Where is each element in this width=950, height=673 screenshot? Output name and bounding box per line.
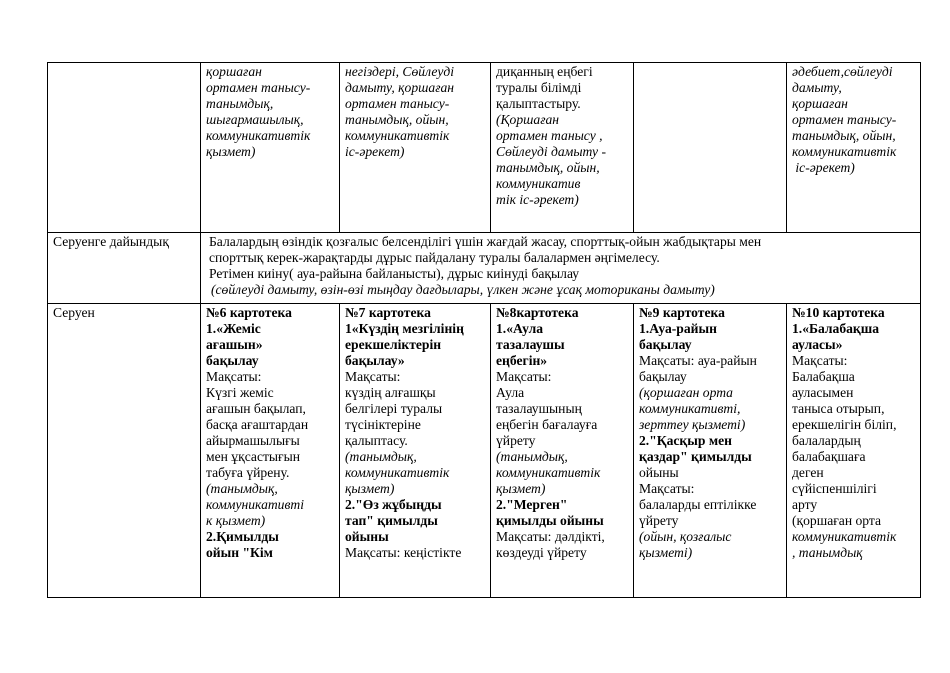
cell-top-4-empty xyxy=(634,63,787,233)
cell-top-2: негіздері, Сөйлеуді дамыту, қоршаған ортамен танысу- танымдық, ойын, коммуникативтік іс-әрекет) xyxy=(340,63,491,233)
prep-line-2: спорттық керек-жарақтарды дұрыс пайдалану туралы балалармен әңгімелесу. xyxy=(209,250,660,265)
walk-cell-2: №7 картотека 1«Күздің мезгілінің ерекшеліктерін бақылау» Мақсаты: күздің алғашқы белгілері туралы түсініктеріне қалыптасу. (танымдық, коммуникативтік қызмет) 2."Өз жұбыңды тап" қимылды ойыны Мақсаты: кеңістікте xyxy=(340,304,491,598)
prep-line-3: Ретімен киіну( ауа-райына байланысты), дұрыс киінуді бақылау xyxy=(209,266,580,281)
prep-text xyxy=(201,233,921,304)
row-label-prep: Серуенге дайындық xyxy=(48,233,201,304)
prep-line-4: (сөйлеуді дамыту, өзін-өзі тыңдау дағдылары, үлкен және ұсақ моториканы дамыту) xyxy=(211,282,715,297)
table-row-continuation xyxy=(48,63,921,233)
walk-cell-1: №6 картотека 1.«Жеміс ағашын» бақылау Мақсаты: Күзгі жеміс ағашын бақылап, басқа ағаштардан айырмашылығы мен ұқсастығын табуға үйрену. (танымдық, коммуникативті к қызмет) 2.Қимылды ойын "Кім xyxy=(201,304,340,598)
row-label-walk: Серуен xyxy=(48,304,201,598)
walk-cell-3: №8картотека 1.«Аула тазалаушы еңбегін» Мақсаты: Аула тазалаушының еңбегін бағалауға үйрету (танымдық, коммуникативтік қызмет) 2."Мерген" қимылды ойыны Мақсаты: дәлдікті, көздеуді үйрету xyxy=(491,304,634,598)
row-label-empty xyxy=(48,63,201,233)
prep-line-1: Балалардың өзіндік қозғалыс белсенділігі үшін жағдай жасау, спорттық-ойын жабдықтары мен xyxy=(209,234,762,249)
cell-top-3: диқанның еңбегі туралы білімді қалыптастыру. (Қоршаған ортамен танысу , Сөйлеуді дамыту - танымдық, ойын, коммуникатив тік іс-әрекет) xyxy=(491,63,634,233)
walk-cell-4: №9 картотека 1.Ауа-райын бақылау Мақсаты: ауа-райын бақылау (қоршаған орта коммуникативті, зерттеу қызметі) 2."Қасқыр мен қаздар" қимылды ойыны Мақсаты: балаларды ептілікке үйрету (ойын, қозғалыс қызметі) xyxy=(634,304,787,598)
table-row-prep xyxy=(48,233,921,304)
table-row-walk xyxy=(48,304,921,598)
walk-cell-5: №10 картотека 1.«Балабақша ауласы» Мақсаты: Балабақша ауласымен таныса отырып, ерекшелігін біліп, балалардың балабақшаға деген сүйіспеншілігі арту (қоршаған орта коммуникативтік , танымдық xyxy=(787,304,921,598)
cell-top-5: әдебиет,сөйлеуді дамыту, қоршаған ортамен танысу- танымдық, ойын, коммуникативтік іс-әрекет) xyxy=(787,63,921,233)
cell-top-1: қоршаған ортамен танысу- танымдық, шығармашылық, коммуникативтік қызмет) xyxy=(201,63,340,233)
schedule-table xyxy=(47,62,921,598)
